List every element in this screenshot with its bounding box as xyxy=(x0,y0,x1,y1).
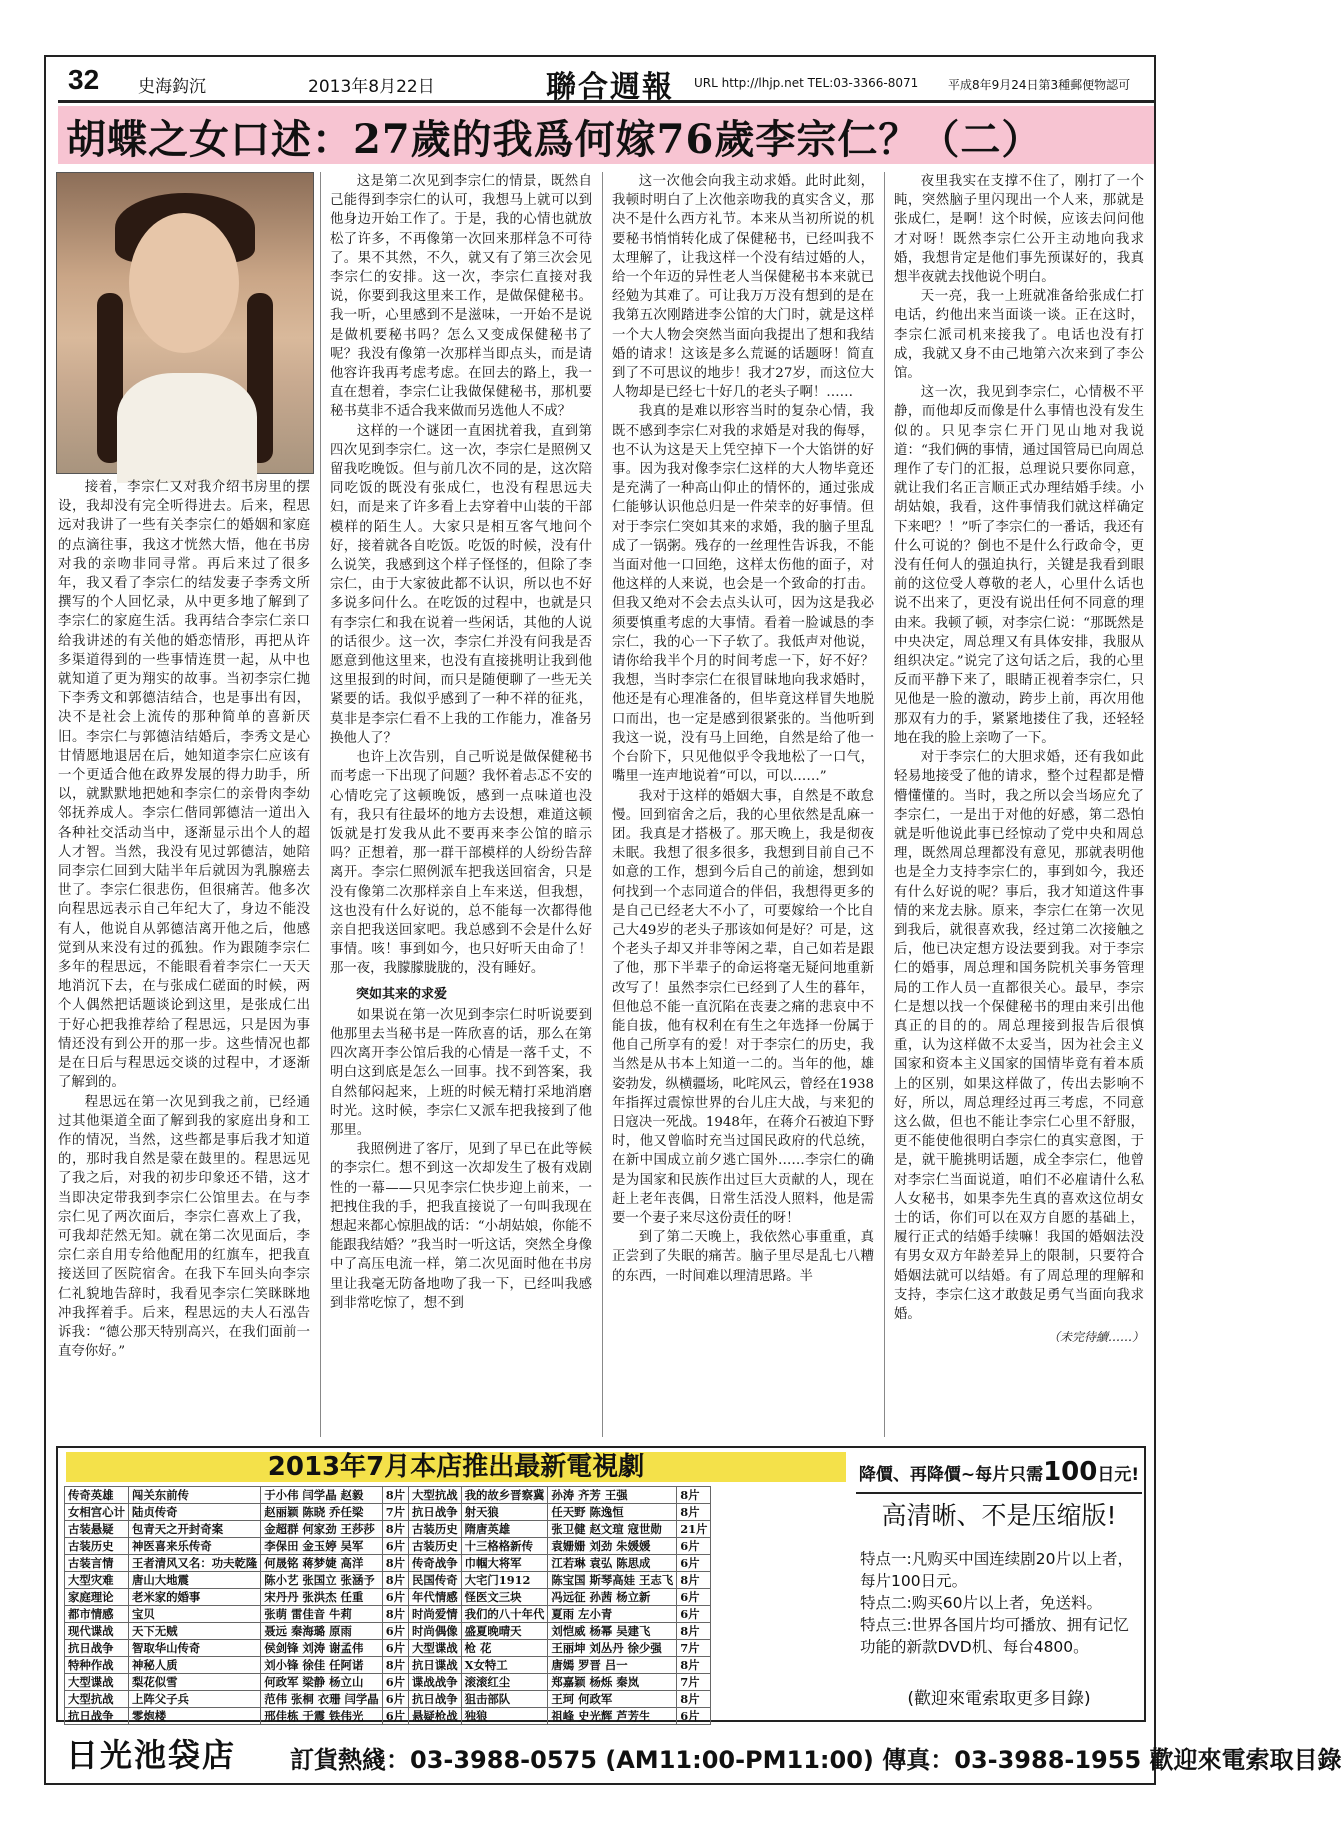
disc-count-cell: 6片 xyxy=(677,1589,711,1606)
drama-row xyxy=(65,1674,711,1691)
cast-cell: 刘小锋 徐佳 任阿诺 xyxy=(261,1657,382,1674)
cast-cell: 王丽坤 刘丛丹 徐少强 xyxy=(548,1640,677,1657)
drama-row xyxy=(65,1691,711,1708)
ad-title: 2013年7月本店推出最新電視劇 xyxy=(66,1452,846,1482)
page-number: 32 xyxy=(68,64,100,95)
disc-count-cell: 8片 xyxy=(677,1487,711,1504)
genre-cell: 家庭理论 xyxy=(65,1589,129,1606)
genre-cell: 时尚爱情 xyxy=(409,1606,462,1623)
genre-cell: 古装历史 xyxy=(65,1538,129,1555)
article-column-1 xyxy=(58,478,310,1438)
paragraph: 我对于这样的婚姻大事，自然是不敢怠慢。回到宿舍之后，我的心里依然是乱麻一团。我真是才搭极了。那天晚上，我是彻夜未眠。我想了很多很多，我想到目前自己不如意的工作，想到今后自己的前途，想到如何找到一个志同道合的伴侣，我想得更多的是自己已经老大不小了，可要嫁给一个比自己大49岁的老头子那该如何是好？可是，这个老头子却又并非等闲之辈，自己如若是跟了他，那下半辈子的命运将毫无疑问地重新改写了！虽然李宗仁已经到了人生的暮年，但他总不能一直沉陷在丧妻之痛的悲哀中不能自拔，他有权利在有生之年选择一份属于他自己所享有的爱！对于李宗仁的历史，我当然是从书本上知道一二的。当年的他，雄姿勃发，纵横疆场，叱咤风云，曾经在1938年指挥过震惊世界的台儿庄大战，与来犯的日寇决一死战。1948年，在蒋介石被迫下野时，他又曾临时充当过国民政府的代总统，在新中国成立前夕逃亡国外……李宗仁的确是为国家和民族作出过巨大贡献的人，现在赶上老年丧偶，日常生活没人照料，他是需要一个妻子来尽这份责任的呀！ xyxy=(612,788,874,1226)
cast-cell: 江若琳 袁弘 陈思成 xyxy=(548,1555,677,1572)
drama-title-cell: 我们的八十年代 xyxy=(461,1606,548,1623)
genre-cell: 古装历史 xyxy=(409,1521,462,1538)
drama-title-cell: 巾帼大将军 xyxy=(461,1555,548,1572)
cast-cell: 孙涛 齐芳 王强 xyxy=(548,1487,677,1504)
drama-title-cell: 我的故乡晋察冀 xyxy=(461,1487,548,1504)
paragraph: 这是第二次见到李宗仁的情景，既然自己能得到李宗仁的认可，我想马上就可以到他身边开始工作了。于是，我的心情也就放松了许多，不再像第一次回来那样急不可待了。果不其然，不久，就又有了第三次会见李宗仁的安排。这一次，李宗仁直接对我说，你要到我这里来工作，是做保健秘书。我一听，心里感到不是滋味，一开始不是说是做机要秘书吗？怎么又变成保健秘书了呢？我没有像第一次那样当即点头，而是请他容许我再考虑考虑。在回去的路上，我一直在想着，李宗仁让我做保健秘书，那机要秘书莫非不适合我来做而另选他人不成？ xyxy=(330,174,592,420)
column-divider xyxy=(320,172,321,1437)
drama-title-cell: 狙击部队 xyxy=(461,1691,548,1708)
genre-cell: 抗日战争 xyxy=(65,1708,129,1725)
dvd-store-ad xyxy=(56,1446,1146,1722)
genre-cell: 大型谍战 xyxy=(65,1674,129,1691)
paragraph: 对于李宗仁的大胆求婚，还有我如此轻易地接受了他的请求，整个过程都是懵懵懂懂的。当时，我之所以会当场应允了李宗仁，一是出于对他的好感，第二恐怕就是听他说此事已经惊动了党中央和周总理，既然周总理都没有意见，那就表明他也是全力支持李宗仁的，事到如今，我还有什么好说的呢？事后，我才知道这件事情的来龙去脉。原来，李宗仁在第一次见到我后，就很喜欢我，经过第二次接触之后，他已决定想方设法要到我。对于李宗仁的婚事，周总理和国务院机关事务管理局的工作人员一直都很关心。最早，李宗仁是想以找一个保健秘书的理由来引出他真正的目的的。周总理接到报告后很慎重，认为这样做不太妥当，因为社会主义国家和资本主义国家的国情毕竟有着本质上的区别，如果这样做了，传出去影响不好，所以，周总理经过再三考虑，不同意这么做，但也不能让李宗仁心里不舒服，更不能使他很明白李宗仁的真实意图，于是，就干脆挑明话题，成全李宗仁，他曾对李宗仁当面说道，咱们不必雇请什么私人女秘书，如果李先生真的喜欢这位胡女士的话，你们可以在双方自愿的基础上，履行正式的结婚手续嘛！我国的婚姻法没有男女双方年龄差异上的限制，只要符合婚姻法就可以结婚。有了周总理的理解和支持，李宗仁这才敢鼓足勇气当面向我求婚。 xyxy=(894,750,1144,1322)
store-name: 日光池袋店 xyxy=(66,1736,237,1774)
drama-row xyxy=(65,1708,711,1725)
article-column-2 xyxy=(330,172,592,1437)
cast-cell: 何晟铭 蒋梦婕 高洋 xyxy=(261,1555,382,1572)
cast-cell: 任天野 陈逸恒 xyxy=(548,1504,677,1521)
disc-count-cell: 21片 xyxy=(677,1521,711,1538)
disc-count-cell: 6片 xyxy=(382,1691,408,1708)
paragraph: 我真的是难以形容当时的复杂心情，我既不感到李宗仁对我的求婚是对我的侮辱，也不认为这是天上凭空掉下一个大馅饼的好事。因为我对像李宗仁这样的大人物毕竟还是充满了一种高山仰止的情怀的，通过张成仁能够认识他总归是一件荣幸的好事情。但对于李宗仁突如其来的求婚，我的脑子里乱成了一锅粥。残存的一丝理性告诉我，不能当面对他一口回绝，这样太伤他的面子，对他这样的人来说，也会是一个致命的打击。但我又绝对不会去点头认可，因为这是我必须要慎重考虑的大事情。看着一脸诚恳的李宗仁，我的心一下子软了。我低声对他说，请你给我半个月的时间考虑一下，好不好？我想，当时李宗仁在很冒昧地向我求婚时，他还是有心理准备的，但毕竟这样冒失地脱口而出，也一定是感到很紧张的。当他听到我这一说，没有马上回绝，自然是给了他一个台阶下，只见他似乎令我地松了一口气，嘴里一连声地说着“可以，可以……” xyxy=(612,404,874,785)
genre-cell: 民国传奇 xyxy=(409,1572,462,1589)
drama-title-cell: X女特工 xyxy=(461,1657,548,1674)
paragraph: 程思远在第一次见到我之前，已经通过其他渠道全面了解到我的家庭出身和工作的情况，当然，这些都是事后我才知道的，那时我自然是蒙在鼓里的。程思远见了我之后，对我的初步印象还不错，这才当即决定带我到李宗仁公馆里去。在与李宗仁见了两次面后，李宗仁喜欢上了我，可我却茫然无知。就在第二次见面后，李宗仁亲自用专给他配用的红旗车，把我直接送回了医院宿舍。在我下车回头向李宗仁礼貌地告辞时，我看见李宗仁笑眯眯地冲我挥着手。后来，程思远的夫人石泓告诉我：“德公那天特别高兴，在我们面前一直夸你好。” xyxy=(58,1094,310,1360)
genre-cell: 传奇英雄 xyxy=(65,1487,129,1504)
disc-count-cell: 8片 xyxy=(677,1657,711,1674)
disc-count-cell: 6片 xyxy=(677,1708,711,1725)
cast-cell: 邢佳栋 于震 铁伟光 xyxy=(261,1708,382,1725)
paragraph: 天一亮，我一上班就准备给张成仁打电话，约他出来当面谈一谈。正在这时，李宗仁派司机来接我了。电话也没有打成，我就又身不由己地第六次来到了李公馆。 xyxy=(894,289,1144,382)
drama-title-cell: 唐山大地震 xyxy=(128,1572,260,1589)
paragraph: 如果说在第一次见到李宗仁时听说要到他那里去当秘书是一阵欣喜的话，那么在第四次离开李公馆后我的心情是一落千丈，不明白这到底是怎么一回事。找不到答案，我自然郁闷起来，上班的时候无精打采地消磨时光。这时候，李宗仁又派车把我接到了他那里。 xyxy=(330,1007,592,1138)
drama-title-cell: 枪 花 xyxy=(461,1640,548,1657)
feature-points xyxy=(860,1548,1138,1658)
drama-title-cell: 包青天之开封奇案 xyxy=(128,1521,260,1538)
disc-count-cell: 6片 xyxy=(677,1555,711,1572)
drama-title-cell: 陆贞传奇 xyxy=(128,1504,260,1521)
cast-cell: 郑嘉颖 杨烁 秦岚 xyxy=(548,1674,677,1691)
drama-row xyxy=(65,1623,711,1640)
store-footer xyxy=(56,1728,1342,1780)
disc-count-cell: 8片 xyxy=(382,1606,408,1623)
genre-cell: 大型灾难 xyxy=(65,1572,129,1589)
drama-title-cell: 零炮楼 xyxy=(128,1708,260,1725)
paragraph: 也许上次告别，自己听说是做保健秘书而考虑一下出现了问题？我怀着忐忑不安的心情吃完了这顿晚饭，感到一点味道也没有，我只有往最坏的地方去设想，难道这顿饭就是打发我从此不要再来李公馆的暗示吗？正想着，那一群干部模样的人纷纷告辞离开。李宗仁照例派车把我送回宿舍，只是没有像第二次那样亲自上车来送，但我想，这也没有什么好说的，总不能每一次都得他亲自把我送回家吧。我总感到不会是什么好事情。咳！事到如今，也只好听天由命了！那一夜，我朦朦胧胧的，没有睡好。 xyxy=(330,750,592,977)
genre-cell: 古装言情 xyxy=(65,1555,129,1572)
disc-count-cell: 6片 xyxy=(382,1708,408,1725)
cast-cell: 于小伟 闫学晶 赵毅 xyxy=(261,1487,382,1504)
drama-title-cell: 独狼 xyxy=(461,1708,548,1725)
drama-title-cell: 怪医文三块 xyxy=(461,1589,548,1606)
cast-cell: 陈宝国 斯琴高娃 王志飞 xyxy=(548,1572,677,1589)
genre-cell: 大型抗战 xyxy=(409,1487,462,1504)
paragraph: 这一次，我见到李宗仁，心情极不平静，而他却反而像是什么事情也没有发生似的。只见李宗仁开门见山地对我说道：“我们俩的事情，通过国管局已向周总理作了专门的汇报，总理说只要你同意，就让我们名正言顺正式办理结婚手续。小胡姑娘，我看，这件事情我们就这样确定下来吧？！”听了李宗仁的一番话，我还有什么可说的？倒也不是什么行政命令，更没有任何人的强迫执行，关键是我看到眼前的这位受人尊敬的老人，心里什么话也说不出来了，更没有说出任何不同意的理由来。我顿了顿，对李宗仁说：“那既然是中央决定，周总理又有具体安排，我服从组织决定。”说完了这句话之后，我的心里反而平静下来了，眼睛正视着李宗仁，只见他是一脸的激动，跨步上前，再次用他那双有力的手，紧紧地搂住了我，还轻轻地在我的脸上亲吻了一下。 xyxy=(894,385,1144,746)
drama-row xyxy=(65,1640,711,1657)
cast-cell: 聂远 秦海璐 原雨 xyxy=(261,1623,382,1640)
article-column-3 xyxy=(612,172,874,1437)
disc-count-cell: 6片 xyxy=(677,1606,711,1623)
genre-cell: 古装悬疑 xyxy=(65,1521,129,1538)
drama-list-table xyxy=(64,1486,711,1725)
drama-row xyxy=(65,1589,711,1606)
price-banner: 降價、再降價~每片只需100日元! xyxy=(856,1452,1142,1494)
genre-cell: 年代情感 xyxy=(409,1589,462,1606)
paper-name: 聯合週報 xyxy=(546,70,674,105)
order-hotline: 訂貨熱綫：03-3988-0575 (AM11:00-PM11:00) 傳真：03-3988-1955 歡迎來電索取目錄 xyxy=(290,1746,1342,1774)
catalog-request-text: (歡迎來電索取更多目錄) xyxy=(907,1689,1091,1709)
drama-title-cell: 闯关东前传 xyxy=(128,1487,260,1504)
drama-row xyxy=(65,1555,711,1572)
genre-cell: 传奇战争 xyxy=(409,1555,462,1572)
genre-cell: 特种作战 xyxy=(65,1657,129,1674)
disc-count-cell: 6片 xyxy=(382,1640,408,1657)
cast-cell: 袁姗姗 刘劲 朱媛媛 xyxy=(548,1538,677,1555)
headline: 胡蝶之女口述：27歲的我爲何嫁76歲李宗仁？（二） xyxy=(66,116,1043,163)
to-be-continued: （未完待續……） xyxy=(1047,1330,1144,1345)
drama-row xyxy=(65,1606,711,1623)
subheading: 突如其来的求爱 xyxy=(356,986,448,1002)
cast-cell: 冯远征 孙茜 杨立新 xyxy=(548,1589,677,1606)
cast-cell: 赵丽颖 陈晓 乔任梁 xyxy=(261,1504,382,1521)
drama-row xyxy=(65,1572,711,1589)
drama-title-cell: 天下无贼 xyxy=(128,1623,260,1640)
disc-count-cell: 8片 xyxy=(677,1504,711,1521)
cast-cell: 张萌 雷佳音 牛莉 xyxy=(261,1606,382,1623)
genre-cell: 谍战战争 xyxy=(409,1674,462,1691)
genre-cell: 悬疑枪战 xyxy=(409,1708,462,1725)
cast-cell: 何政军 梁静 杨立山 xyxy=(261,1674,382,1691)
drama-title-cell: 神秘人质 xyxy=(128,1657,260,1674)
portrait-photo xyxy=(56,172,314,474)
disc-count-cell: 8片 xyxy=(382,1555,408,1572)
genre-cell: 抗日谍战 xyxy=(409,1657,462,1674)
paragraph: 这一次他会向我主动求婚。此时此刻，我顿时明白了上次他亲吻我的真实含义，那决不是什么西方礼节。本来从当初所说的机要秘书悄悄转化成了保健秘书，已经叫我不太理解了，让我这样一个没有结过婚的人，给一个年迈的异性老人当保健秘书本来就已经勉为其难了。可让我万万没有想到的是在我第五次刚踏进李公馆的大门时，就是这样一个大人物会突然当面向我提出了想和我结婚的请求！这该是多么荒诞的话题呀！简直到了不可思议的地步！我才27岁，而这位大人物却是已经七十好几的老头子啊！…… xyxy=(612,174,874,401)
paragraph: 夜里我实在支撑不住了，刚打了一个盹，突然脑子里闪现出一个人来，那就是张成仁，是啊！这个时候，应该去问问他才对呀！既然李宗仁公开主动地向我求婚，我想肯定是他们事先预谋好的，我真想半夜就去找他说个明白。 xyxy=(894,174,1144,286)
disc-count-cell: 7片 xyxy=(677,1674,711,1691)
feature-point-2: 特点二:购买60片以上者，免送料。 xyxy=(860,1594,1102,1612)
genre-cell: 抗日战争 xyxy=(409,1504,462,1521)
drama-row xyxy=(65,1487,711,1504)
disc-count-cell: 6片 xyxy=(677,1538,711,1555)
drama-title-cell: 十三格格新传 xyxy=(461,1538,548,1555)
column-divider xyxy=(884,172,885,1437)
column-divider xyxy=(602,172,603,1437)
cast-cell: 刘恺威 杨幂 吴建飞 xyxy=(548,1623,677,1640)
disc-count-cell: 8片 xyxy=(382,1487,408,1504)
disc-count-cell: 8片 xyxy=(382,1657,408,1674)
genre-cell: 女相宫心计 xyxy=(65,1504,129,1521)
paragraph: 接着，李宗仁又对我介绍书房里的摆设，我却没有完全听得进去。后来，程思远对我讲了一些有关李宗仁的婚姻和家庭的点滴往事，我这才恍然大悟，他在书房对我的亲吻非同寻常。再后来过了很多年，我又看了李宗仁的结发妻子李秀文所撰写的个人回忆录，从中更多地了解到了李宗仁的家庭生活。我再结合李宗仁亲口给我讲述的有关他的婚恋情形，再把从许多渠道得到的一些事情连贯一起，从中也就知道了更为翔实的故事。当初李宗仁抛下李秀文和郭德洁结合，也是事出有因，决不是社会上流传的那种简单的喜新厌旧。李宗仁与郭德洁结婚后，李秀文是心甘情愿地退居在后，她知道李宗仁应该有一个更适合他在政界发展的得力助手，所以，就默默地把她和李宗仁的亲骨肉李幼邻抚养成人。李宗仁偕同郭德洁一道出入各种社交活动当中，逐渐显示出个人的超人才智。当然，我没有见过郭德洁，她陪同李宗仁回到大陆半年后就因为乳腺癌去世了。李宗仁很悲伤，但很痛苦。他多次向程思远表示自己年纪大了，身边不能没有人，他说自从郭德洁离开他之后，他感觉到从来没有过的孤独。作为跟随李宗仁多年的程思远，不能眼看着李宗仁一天天地消沉下去，在与张成仁磋面的时候，两个人偶然把话题谈论到这里，是张成仁出于好心把我推荐给了程思远，只是因为事情还没有到公开的那一步。这些情况也都是在日后与程思远交谈的过程中，才逐渐了解到的。 xyxy=(58,480,310,1091)
drama-title-cell: 老米家的婚事 xyxy=(128,1589,260,1606)
drama-title-cell: 上阵父子兵 xyxy=(128,1691,260,1708)
cast-cell: 侯剑锋 刘涛 谢孟伟 xyxy=(261,1640,382,1657)
drama-title-cell: 神医喜来乐传奇 xyxy=(128,1538,260,1555)
cast-cell: 张卫健 赵文瑄 寇世勋 xyxy=(548,1521,677,1538)
genre-cell: 现代谍战 xyxy=(65,1623,129,1640)
feature-point-1: 特点一:凡购买中国连续剧20片以上者，每片100日元。 xyxy=(860,1550,1133,1590)
drama-title-cell: 大宅门1912 xyxy=(461,1572,548,1589)
genre-cell: 都市情感 xyxy=(65,1606,129,1623)
disc-count-cell: 6片 xyxy=(382,1589,408,1606)
feature-point-3: 特点三:世界各国片均可播放、拥有记忆功能的新款DVD机、每台4800。 xyxy=(860,1616,1129,1656)
drama-title-cell: 射天狼 xyxy=(461,1504,548,1521)
cast-cell: 祖峰 史光辉 芦芳生 xyxy=(548,1708,677,1725)
drama-title-cell: 梨花似雪 xyxy=(128,1674,260,1691)
cast-cell: 王珂 何政军 xyxy=(548,1691,677,1708)
disc-count-cell: 6片 xyxy=(382,1623,408,1640)
drama-title-cell: 滚滚红尘 xyxy=(461,1674,548,1691)
cast-cell: 宋丹丹 张洪杰 任重 xyxy=(261,1589,382,1606)
disc-count-cell: 8片 xyxy=(677,1623,711,1640)
hd-quality-text: 高清晰、不是压缩版! xyxy=(881,1501,1117,1530)
drama-title-cell: 王者清风又名：功夫乾隆 xyxy=(128,1555,260,1572)
url-tel: URL http://lhjp.net TEL:03-3366-8071 xyxy=(694,76,919,90)
drama-title-cell: 智取华山传奇 xyxy=(128,1640,260,1657)
disc-count-cell: 8片 xyxy=(677,1691,711,1708)
drama-title-cell: 盛夏晚晴天 xyxy=(461,1623,548,1640)
disc-count-cell: 8片 xyxy=(382,1521,408,1538)
genre-cell: 大型谍战 xyxy=(409,1640,462,1657)
paragraph: 到了第二天晚上，我依然心事重重，真正尝到了失眠的痛苦。脑子里尽是乱七八糟的东西，一时间难以理清思路。半 xyxy=(612,1230,874,1284)
genre-cell: 大型抗战 xyxy=(65,1691,129,1708)
paragraph: 我照例进了客厅，见到了早已在此等候的李宗仁。想不到这一次却发生了极有戏剧性的一幕——只见李宗仁快步迎上前来，一把拽住我的手，把我直接说了一句叫我现在想起来都心惊胆战的话：“小胡姑娘，你能不能跟我结婚？”我当时一听这话，突然全身像中了高压电流一样，第二次见面时他在书房里让我毫无防备地吻了我一下，已经叫我感到非常吃惊了，想不到 xyxy=(330,1142,592,1311)
genre-cell: 时尚偶像 xyxy=(409,1623,462,1640)
postal-permit: 平成8年9月24日第3種郵便物認可 xyxy=(948,78,1131,92)
paragraph: 这样的一个谜团一直困扰着我，直到第四次见到李宗仁。这一次，李宗仁是照例又留我吃晚饭。但与前几次不同的是，这次陪同吃饭的既没有张成仁，也没有程思远夫妇，而是来了许多看上去穿着中山装的干部模样的陌生人。大家只是相互客气地问个好，接着就各自吃饭。吃饭的时候，没有什么说笑，我感到这个样子怪怪的，但除了李宗仁，由于大家彼此都不认识，所以也不好多说多问什么。在吃饭的过程中，也就是只有李宗仁和我在说着一些闲话，其他的人说的话很少。这一次，李宗仁并没有问我是否愿意到他这里来，也没有直接挑明让我到他这里报到的时间，而只是随便聊了一些无关紧要的话。我似乎感到了一种不祥的征兆，莫非是李宗仁看不上我的工作能力，准备另换他人了？ xyxy=(330,423,592,746)
issue-date: 2013年8月22日 xyxy=(308,77,435,97)
section-name: 史海鈎沉 xyxy=(138,77,206,97)
disc-count-cell: 7片 xyxy=(382,1504,408,1521)
drama-title-cell: 宝贝 xyxy=(128,1606,260,1623)
headline-bar xyxy=(58,106,1154,164)
newspaper-header xyxy=(58,60,1154,103)
drama-title-cell: 隋唐英雄 xyxy=(461,1521,548,1538)
cast-cell: 唐嫣 罗晋 吕一 xyxy=(548,1657,677,1674)
cast-cell: 陈小艺 张国立 张涵予 xyxy=(261,1572,382,1589)
disc-count-cell: 7片 xyxy=(677,1640,711,1657)
drama-row xyxy=(65,1657,711,1674)
genre-cell: 抗日战争 xyxy=(65,1640,129,1657)
drama-row xyxy=(65,1504,711,1521)
ad-info-panel xyxy=(856,1452,1142,1718)
article-column-4 xyxy=(894,172,1144,1437)
disc-count-cell: 6片 xyxy=(382,1538,408,1555)
disc-count-cell: 6片 xyxy=(382,1674,408,1691)
drama-row xyxy=(65,1538,711,1555)
cast-cell: 夏雨 左小青 xyxy=(548,1606,677,1623)
cast-cell: 范伟 张桐 衣珊 闫学晶 xyxy=(261,1691,382,1708)
cast-cell: 金超群 何家劲 王莎莎 xyxy=(261,1521,382,1538)
genre-cell: 古装历史 xyxy=(409,1538,462,1555)
disc-count-cell: 8片 xyxy=(677,1572,711,1589)
drama-row xyxy=(65,1521,711,1538)
genre-cell: 抗日战争 xyxy=(409,1691,462,1708)
cast-cell: 李保田 金玉婷 吴军 xyxy=(261,1538,382,1555)
disc-count-cell: 8片 xyxy=(382,1572,408,1589)
